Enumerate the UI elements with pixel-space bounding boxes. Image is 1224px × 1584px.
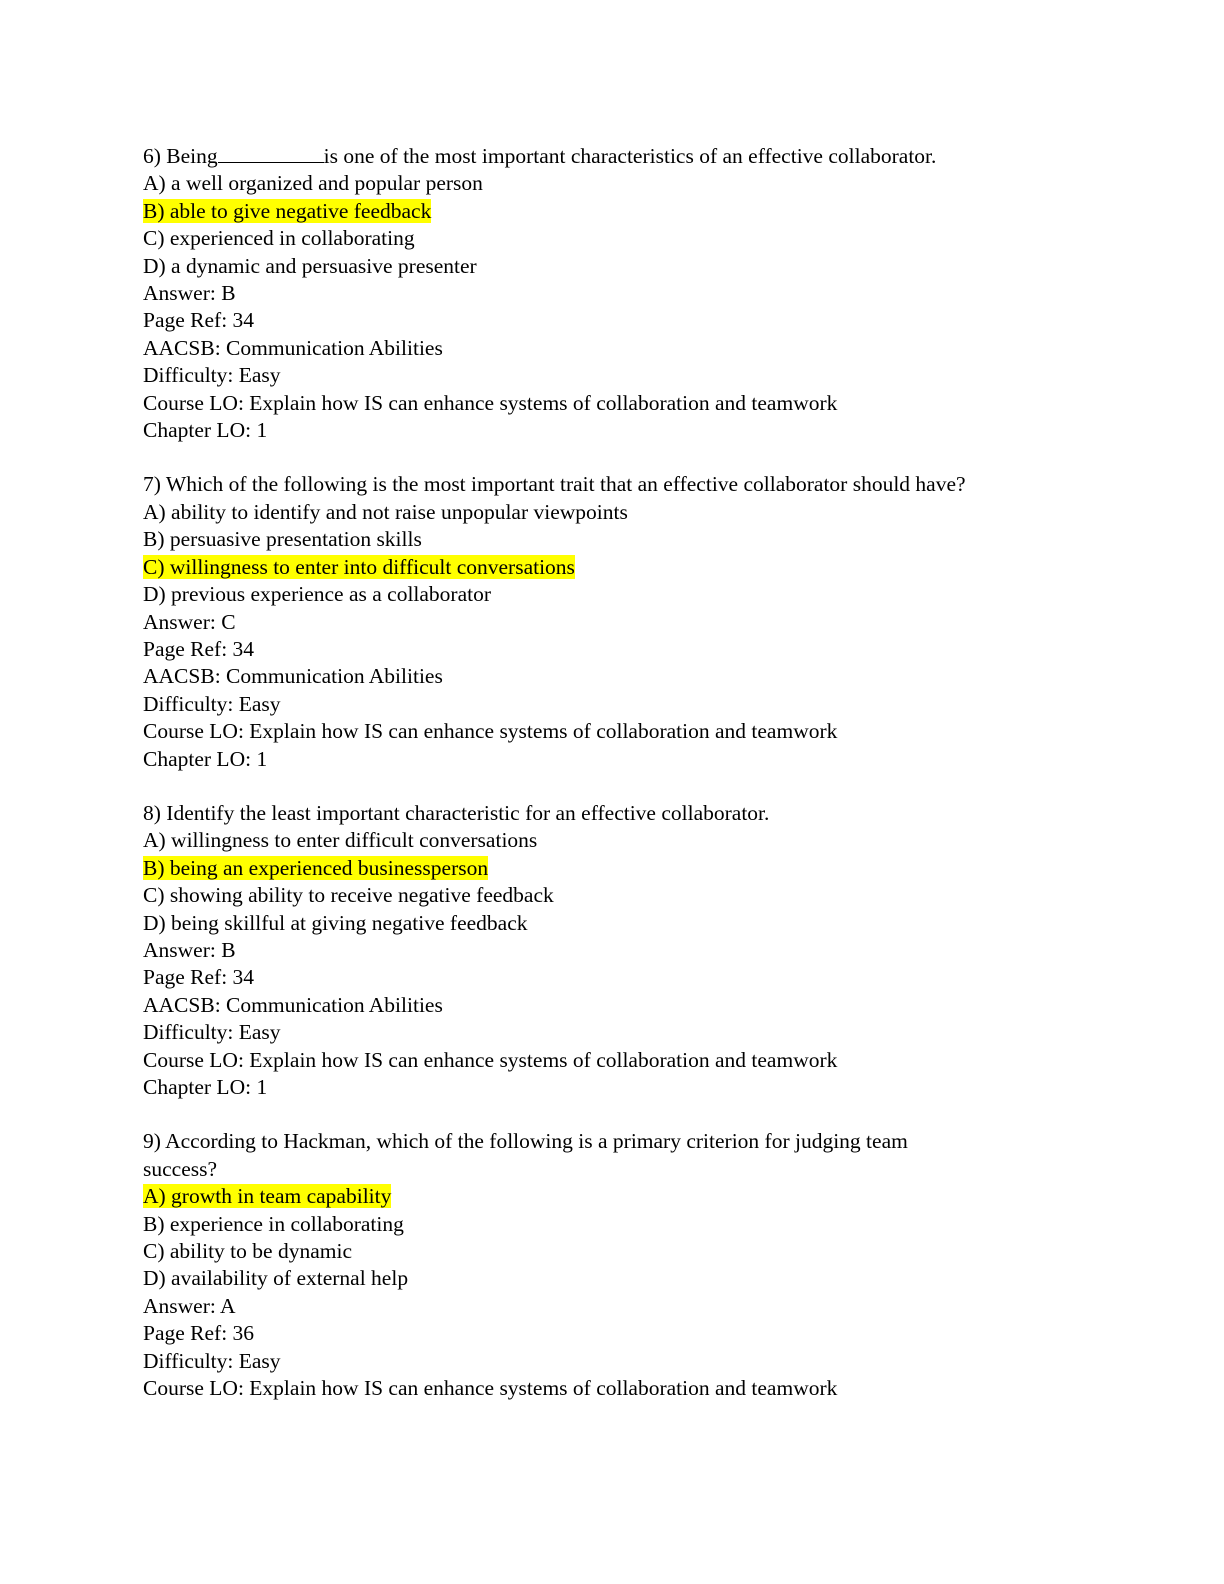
answer-line: Answer: A — [143, 1293, 236, 1318]
difficulty: Difficulty: Easy — [143, 1348, 281, 1373]
course-lo: Course LO: Explain how IS can enhance systems of collaboration and teamwork — [143, 719, 838, 744]
option-b-correct — [143, 198, 1083, 225]
course-lo: Course LO: Explain how IS can enhance systems of collaboration and teamwork — [143, 390, 838, 415]
difficulty: Difficulty: Easy — [143, 691, 281, 716]
option-d — [143, 910, 1083, 937]
option-d — [143, 253, 1083, 280]
question-stem-line-2: success? — [143, 1156, 218, 1181]
answer-line: Answer: B — [143, 281, 236, 306]
option-text: B) persuasive presentation skills — [143, 527, 422, 552]
page-ref: Page Ref: 34 — [143, 965, 255, 990]
document-page — [143, 143, 1083, 1429]
question-9 — [143, 1128, 1083, 1402]
answer-line: Answer: C — [143, 609, 236, 634]
page-ref: Page Ref: 34 — [143, 636, 255, 661]
option-c — [143, 882, 1083, 909]
question-stem-line-1: 9) According to Hackman, which of the following is a primary criterion for judging team — [143, 1129, 908, 1154]
fill-in-blank — [218, 161, 324, 163]
chapter-lo: Chapter LO: 1 — [143, 418, 268, 443]
course-lo: Course LO: Explain how IS can enhance systems of collaboration and teamwork — [143, 1047, 838, 1072]
option-b-correct — [143, 855, 1083, 882]
option-text: C) ability to be dynamic — [143, 1239, 352, 1264]
option-a — [143, 170, 1083, 197]
answer-line: Answer: B — [143, 937, 236, 962]
option-c — [143, 225, 1083, 252]
option-text: D) a dynamic and persuasive presenter — [143, 253, 477, 278]
option-b — [143, 1211, 1083, 1238]
stem-start: 6) Being — [143, 144, 218, 168]
question-8 — [143, 800, 1083, 1101]
aacsb: AACSB: Communication Abilities — [143, 335, 443, 360]
option-c — [143, 1238, 1083, 1265]
difficulty: Difficulty: Easy — [143, 363, 281, 388]
chapter-lo: Chapter LO: 1 — [143, 746, 268, 771]
option-text: C) showing ability to receive negative feedback — [143, 883, 554, 908]
page-ref: Page Ref: 36 — [143, 1321, 255, 1346]
option-text: D) previous experience as a collaborator — [143, 582, 492, 607]
highlighted-answer: B) being an experienced businessperson — [143, 855, 489, 880]
option-a — [143, 499, 1083, 526]
option-b — [143, 526, 1083, 553]
option-d — [143, 1265, 1083, 1292]
question-stem — [143, 143, 1083, 170]
course-lo: Course LO: Explain how IS can enhance systems of collaboration and teamwork — [143, 1376, 838, 1401]
option-text: B) experience in collaborating — [143, 1211, 404, 1236]
option-text: A) ability to identify and not raise unpopular viewpoints — [143, 499, 628, 524]
option-text: A) willingness to enter difficult conversations — [143, 828, 538, 853]
option-d — [143, 581, 1083, 608]
chapter-lo: Chapter LO: 1 — [143, 1075, 268, 1099]
option-a — [143, 827, 1083, 854]
option-a-correct — [143, 1183, 1083, 1210]
highlighted-answer: A) growth in team capability — [143, 1184, 392, 1209]
option-text: A) a well organized and popular person — [143, 171, 483, 196]
difficulty: Difficulty: Easy — [143, 1020, 281, 1045]
aacsb: AACSB: Communication Abilities — [143, 664, 443, 689]
page-ref: Page Ref: 34 — [143, 308, 255, 333]
aacsb: AACSB: Communication Abilities — [143, 992, 443, 1017]
option-text: C) experienced in collaborating — [143, 226, 415, 251]
highlighted-answer: B) able to give negative feedback — [143, 198, 432, 223]
stem-end: is one of the most important characteristics of an effective collaborator. — [323, 144, 937, 168]
question-stem: 7) Which of the following is the most important trait that an effective collaborator should have? — [143, 472, 966, 497]
question-7 — [143, 471, 1083, 772]
option-c-correct — [143, 554, 1083, 581]
highlighted-answer: C) willingness to enter into difficult conversations — [143, 554, 575, 579]
option-text: D) being skillful at giving negative feedback — [143, 910, 528, 935]
question-6 — [143, 143, 1083, 444]
question-stem: 8) Identify the least important characteristic for an effective collaborator. — [143, 800, 770, 825]
option-text: D) availability of external help — [143, 1266, 409, 1291]
